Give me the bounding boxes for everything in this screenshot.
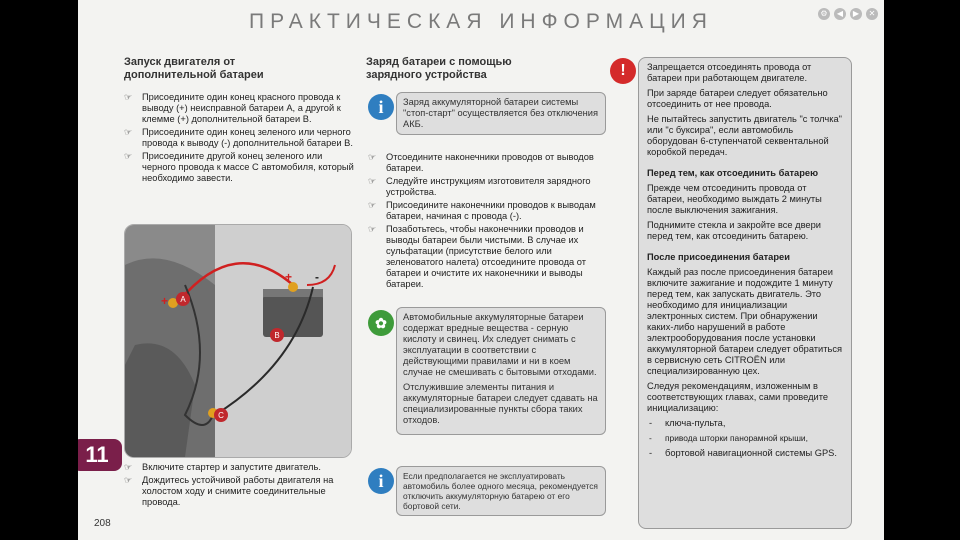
manual-page [78, 0, 884, 540]
list-item: ☞ Включите стартер и запустите двигатель. [118, 462, 354, 473]
info-icon: i [368, 94, 394, 120]
list-item: - ключа-пульта, [647, 418, 843, 429]
warning-icon: ! [610, 58, 636, 84]
paragraph: Поднимите стекла и закройте все двери перед тем, как отсоединить батарею. [647, 220, 821, 241]
minus-terminal-b: - [315, 270, 319, 284]
warning-text: Не пытайтесь запустить двигатель "с толчка" или "с буксира", если автомобиль оборудован 6-ступенчатой секвентальной коробкой передач. [647, 114, 842, 157]
close-icon[interactable]: ✕ [866, 8, 878, 20]
info-icon: i [368, 468, 394, 494]
page-title: ПРАКТИЧЕСКАЯ ИНФОРМАЦИЯ [249, 10, 713, 33]
warnings-panel [638, 57, 852, 529]
chapter-tab: 11 [78, 439, 122, 471]
initialization-list [647, 418, 843, 459]
list-item: ☞ Дождитесь устойчивой работы двигателя на холостом ходу и снимите соединительные провода. [118, 475, 354, 508]
section-heading-jump-start: Запуск двигателя от дополнительной батареи [124, 56, 264, 81]
settings-icon[interactable]: ⚙ [818, 8, 830, 20]
jump-start-illustration [124, 224, 352, 458]
jump-start-final-steps [118, 462, 354, 510]
plus-terminal-a: + [161, 294, 169, 308]
charging-steps [362, 152, 598, 292]
forward-icon[interactable]: ▶ [850, 8, 862, 20]
jump-start-steps [118, 92, 354, 186]
callout-c: C [218, 411, 224, 420]
plus-terminal-b: + [285, 270, 293, 284]
subheading-before-disconnect: Перед тем, как отсоединить батарею [647, 168, 819, 178]
section-heading-charging: Заряд батареи с помощью зарядного устройства [366, 56, 512, 81]
list-item: ☞ Присоедините другой конец зеленого или черного провода к массе C автомобиля, который необходимо завести. [118, 151, 354, 184]
environment-note-text: Отслужившие элементы питания и аккумуляторные батареи следует сдавать на специализированные пункты сбора таких отходов. [403, 382, 598, 425]
back-icon[interactable]: ◀ [834, 8, 846, 20]
info-note-stop-start: Заряд аккумуляторной батареи системы "стоп-старт" осуществляется без отключения АКБ. [396, 92, 606, 135]
callout-b: B [274, 331, 280, 340]
info-note-storage: Если предполагается не эксплуатировать автомобиль более одного месяца, рекомендуется отключить аккумуляторную батарею от его бортовой сети. [396, 466, 606, 516]
page-number: 208 [94, 518, 111, 529]
paragraph: Каждый раз после присоединения батареи включите зажигание и подождите 1 минуту перед тем, как запускать двигатель. Это необходимо для инициализации электронных систем. При обнаружении каких-либо нарушений в работе электрооборудования после установки аккумуляторной батареи следует обратиться в сервисную сеть CITROËN или специализированную цех. [647, 267, 843, 376]
engine-bay-image [125, 225, 351, 457]
list-item: ☞ Следуйте инструкциям изготовителя зарядного устройства. [362, 176, 598, 198]
paragraph: Прежде чем отсоединить провода от батареи, необходимо выждать 2 минуты после выключения зажигания. [647, 183, 822, 215]
eco-recycle-icon: ✿ [368, 310, 394, 336]
list-item: - привода шторки панорамной крыши, [647, 433, 843, 444]
list-item: ☞ Присоедините один конец зеленого или черного провода к выводу (-) дополнительной батареи B. [118, 127, 354, 149]
callout-a: A [180, 295, 186, 304]
paragraph: Следуя рекомендациям, изложенным в соответствующих главах, сами проведите инициализацию: [647, 381, 829, 413]
warning-text: Запрещается отсоединять провода от батареи при работающем двигателе. [647, 62, 812, 83]
list-item: ☞ Присоедините один конец красного провода к выводу (+) неисправной батареи A, а другой к клемме (+) дополнительной батареи B. [118, 92, 354, 125]
environment-note [396, 307, 606, 435]
viewer-controls [818, 8, 878, 20]
subheading-after-connect: После присоединения батареи [647, 252, 790, 262]
list-item: ☞ Позаботьтесь, чтобы наконечники проводов и выводы батареи были чистыми. В случае их сульфатации (присутствие белого или зеленоватого налета) отсоедините провода от батареи и очистите их наконечники и выводы батареи. [362, 224, 598, 290]
list-item: ☞ Присоедините наконечники проводов к выводам батареи, начиная с провода (-). [362, 200, 598, 222]
warning-text: При заряде батареи следует обязательно отсоединить от нее провода. [647, 88, 828, 109]
list-item: ☞ Отсоедините наконечники проводов от выводов батареи. [362, 152, 598, 174]
environment-note-text: Автомобильные аккумуляторные батареи содержат вредные вещества - серную кислоту и свинец. Их следует снимать с эксплуатации в соответствии с действующими правилами и ни в коем случае не смешивать с бытовыми отходами. [403, 312, 597, 377]
list-item: - бортовой навигационной системы GPS. [647, 448, 843, 459]
